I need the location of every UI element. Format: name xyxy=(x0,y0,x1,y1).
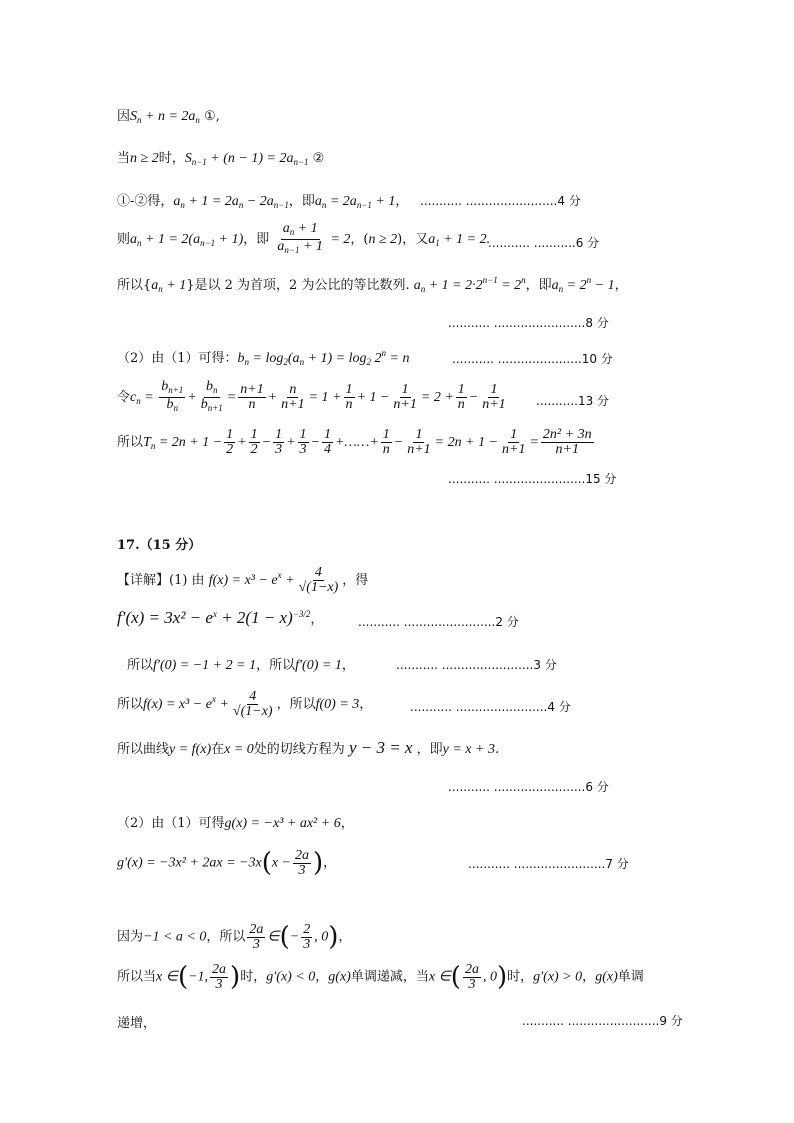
eq-line-6: （2）由（1）可得：$b_n = \log_2(a_n + 1) = \log_2 2^n = n$ xyxy=(117,348,410,367)
eq-line-14: 所以曲线y = f(x)在x = 0处的切线方程为 y − 3 = x ，即y = x + 3. xyxy=(117,738,500,757)
eq-line-11: $f'(x) = 3x^2 - e^x + 2(1 - x)^{-3/2}$， xyxy=(117,608,324,627)
eq-line-12: 所以f′(0) = −1 + 2 = 1，所以f′(0) = 1， xyxy=(127,658,355,673)
eq-line-8: 所以$T_n = 2n + 1$ − $\frac{1}{2}$ + $\frac{1}{2}$ − $\frac{1}{3}$ + $\frac{1}{3}$ − $\frac{1}{4}$ +……+ $\frac{1}{n}$ − $\frac{1}{n+1}$ = 2n + 1 − $\frac{1}{n+1}$ = $\frac{\text{2n² + 3n}}{n+1}$ xyxy=(117,427,592,457)
score-9: ........... ........................9 分 xyxy=(522,1014,683,1028)
score-6: ........... ...........6 分 xyxy=(488,236,600,250)
eq-line-15: （2）由（1）可得g(x) = −x³ + ax² + 6， xyxy=(117,816,354,831)
eq-line-3: ①-②得，$a_n + 1 = 2a_n - 2a_{n-1}$，即$a_n = 2a_{n-1} + 1$， xyxy=(117,194,409,210)
eq-line-5: 所以$\{a_n + 1\}$是以 2 为首项，2 为公比的等比数列. $a_n + 1 = 2\cdot 2^{n-1} = 2^n$，即$a_n = 2^n - 1$， xyxy=(117,275,628,294)
score-8: ........... ........................8 分 xyxy=(448,316,609,330)
eq-line-13: 所以$f(x) = x^3 - e^x$ + $\frac{4}{√(1-x)}$ ，所以f(0) = 3， xyxy=(117,689,373,719)
score-4b: ........... ........................4 分 xyxy=(410,700,571,714)
score-15: ........... ........................15 分 xyxy=(448,472,617,486)
eq-line-17: 因为−1 < a < 0，所以 $\frac{2a}{3}$ ∈(− $\frac{2}{3}$ , 0)， xyxy=(117,921,352,952)
eq-line-19: 递增， xyxy=(117,1016,157,1031)
eq-line-16: g′(x) = −3x² + 2ax = −3x(x − $\frac{2a}{3}$ )， xyxy=(117,847,337,878)
problem-17-heading: 17.（15 分） xyxy=(117,538,202,553)
score-7: ........... ........................7 分 xyxy=(468,857,629,871)
score-2: ........... ........................2 分 xyxy=(358,615,519,629)
score-13: ...........13 分 xyxy=(536,394,610,408)
score-10: ........... ......................10 分 xyxy=(452,352,613,366)
eq-line-18: 所以当x ∈(−1, $\frac{2a}{3}$ )时，g′(x) < 0，g(x)单调递减，当x ∈( $\frac{2a}{3}$ , 0)时，g′(x) > 0，g(x)单调 xyxy=(117,961,644,992)
eq-line-10: 【详解】(1) 由 $f(x) = x^3 - e^x$ + $\frac{4}{√(1-x)}$ ，得 xyxy=(117,565,369,595)
eq-line-2: 当n ≥ 2时，$S_{n-1} + (n - 1) = 2a_{n-1}$ ② xyxy=(117,151,325,167)
score-4: ........... ........................4 分 xyxy=(420,194,581,208)
score-3: ........... ........................3 分 xyxy=(396,658,557,672)
eq-line-4: 则$a_n + 1 = 2(a_{n-1} + 1)$，即 $\frac{a_n + 1}{a_{n-1} + 1}$ = 2，(n ≥ 2)，又$a_1 + 1 = 2$. xyxy=(117,221,491,255)
score-6b: ........... ........................6 分 xyxy=(448,780,609,794)
eq-line-1: 因$S_n + n = 2a_n$ ①, xyxy=(117,109,220,125)
eq-line-7: 令$c_n$ = $\frac{b_{n+1}}{b_n}$ + $\frac{b_n}{b_{n+1}}$ = $\frac{n+1}{n}$ + $\frac{n}{n+1}$ = 1 + $\frac{1}{n}$ + 1 − $\frac{1}{n+1}$ = 2 + $\frac{1}{n}$ − $\frac{1}{n+1}$ xyxy=(117,379,506,413)
